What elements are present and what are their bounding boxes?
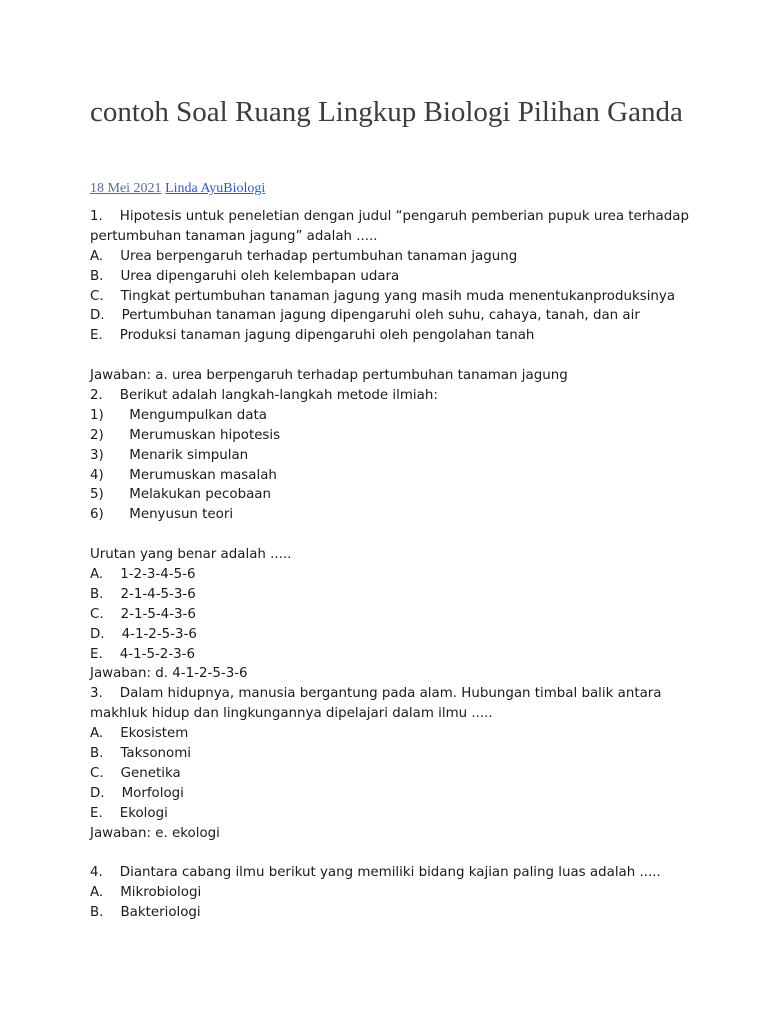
text-line-s3: 3) Menarik simpulan bbox=[90, 447, 249, 463]
author-link[interactable]: Linda Ayu bbox=[165, 181, 224, 196]
text-line-q3: 3. Dalam hidupnya, manusia bergantung pada alam. Hubungan timbal balik antara bbox=[90, 686, 662, 702]
page-title: contoh Soal Ruang Lingkup Biologi Pilihan Ganda bbox=[90, 96, 683, 128]
text-line-s2: 2) Merumuskan hipotesis bbox=[90, 427, 281, 443]
text-line-q2c: C. 2-1-5-4-3-6 bbox=[90, 606, 196, 622]
text-line-q3a: A. Ekosistem bbox=[90, 726, 189, 742]
text-line-q3e: E. Ekologi bbox=[90, 805, 168, 821]
text-line-q4b: B. Bakteriologi bbox=[90, 905, 201, 921]
text-line-q3d: D. Morfologi bbox=[90, 785, 184, 801]
text-line-q1d: D. Pertumbuhan tanaman jagung dipengaruhi oleh suhu, cahaya, tanah, dan air bbox=[90, 308, 640, 324]
text-line-q2s: Urutan yang benar adalah ..... bbox=[90, 547, 292, 563]
paragraph-gap bbox=[90, 346, 730, 366]
text-line-s1: 1) Mengumpulkan data bbox=[90, 407, 267, 423]
text-line-q1b: B. Urea dipengaruhi oleh kelembapan udara bbox=[90, 268, 400, 284]
paragraph-gap bbox=[90, 844, 730, 864]
text-line-q1cc: C. Tingkat pertumbuhan tanaman jagung yang masih muda menentukanproduksinya bbox=[90, 288, 676, 304]
text-line-q3b: B. Taksonomi bbox=[90, 746, 192, 762]
text-line-q4: 4. Diantara cabang ilmu berikut yang memiliki bidang kajian paling luas adalah ..... bbox=[90, 865, 661, 881]
post-meta bbox=[90, 180, 265, 198]
text-line-q2: 2. Berikut adalah langkah-langkah metode ilmiah: bbox=[90, 388, 438, 404]
text-line-q2d: D. 4-1-2-5-3-6 bbox=[90, 626, 197, 642]
text-line-q4a: A. Mikrobiologi bbox=[90, 885, 202, 901]
text-line-ans3: Jawaban: e. ekologi bbox=[90, 825, 220, 841]
paragraph-gap bbox=[90, 525, 730, 545]
text-line-s6: 6) Menyusun teori bbox=[90, 507, 234, 523]
text-line-ans2: Jawaban: d. 4-1-2-5-3-6 bbox=[90, 666, 248, 682]
text-line-q2e: E. 4-1-5-2-3-6 bbox=[90, 646, 196, 662]
text-line-s5: 5) Melakukan pecobaan bbox=[90, 487, 271, 503]
text-line-q2a: A. 1-2-3-4-5-6 bbox=[90, 567, 196, 583]
text-line-q3cc: C. Genetika bbox=[90, 765, 181, 781]
text-line-q2b: B. 2-1-4-5-3-6 bbox=[90, 586, 196, 602]
text-line-q3c: makhluk hidup dan lingkungannya dipelajari dalam ilmu ..... bbox=[90, 706, 493, 722]
text-line-ans1: Jawaban: a. urea berpengaruh terhadap pertumbuhan tanaman jagung bbox=[90, 368, 568, 384]
text-line-q1c: pertumbuhan tanaman jagung” adalah ..... bbox=[90, 228, 378, 244]
text-line-q1a: A. Urea berpengaruh terhadap pertumbuhan tanaman jagung bbox=[90, 248, 518, 264]
text-line-q1e: E. Produksi tanaman jagung dipengaruhi oleh pengolahan tanah bbox=[90, 328, 535, 344]
article-body bbox=[90, 207, 730, 923]
category-link[interactable]: Biologi bbox=[223, 181, 266, 196]
post-date-link[interactable]: 18 Mei 2021 bbox=[90, 181, 162, 196]
text-line-q1: 1. Hipotesis untuk peneletian dengan judul “pengaruh pemberian pupuk urea terhadap bbox=[90, 209, 689, 224]
text-line-s4: 4) Merumuskan masalah bbox=[90, 467, 277, 483]
